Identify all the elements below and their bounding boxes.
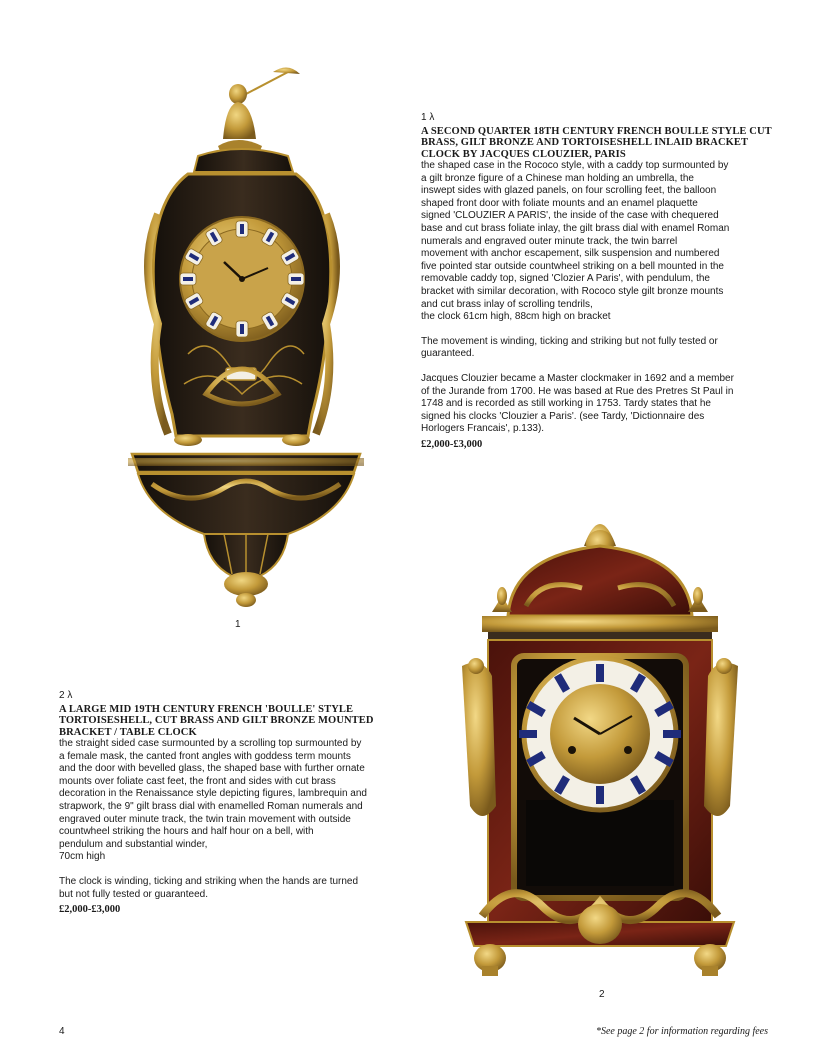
lot-1-number: 1 λ <box>421 112 435 123</box>
lot-2-image <box>452 506 748 982</box>
lot-2-description: the straight sided case surmounted by a scrolling top surmounted by a female mask, the canted front angles with goddess term mounts and the door with bevelled glass, the shaped base with further ornate mounts over foliate cast feet, the front and sides with cut brass decoration in the Renaissance style depicting figures, lambrequin and strapwork, the 9" gilt brass dial with enamelled Roman numerals and engraved outer minute track, the twin train movement with outside countwheel striking the hours and half hour on a bell, with pendulum and substantial winder, 70cm high <box>59 738 367 863</box>
lot-1-caption: 1 <box>235 619 241 630</box>
lot-2-estimate: £2,000-£3,000 <box>59 904 121 916</box>
lot-2-title: A LARGE MID 19TH CENTURY FRENCH 'BOULLE' STYLE TORTOISESHELL, CUT BRASS AND GILT BRONZE MOUNTED BRACKET / TABLE CLOCK <box>59 703 374 738</box>
lot-1-title: A SECOND QUARTER 18TH CENTURY FRENCH BOULLE STYLE CUT BRASS, GILT BRONZE AND TORTOISESHELL INLAID BRACKET CLOCK BY JACQUES CLOUZIER, PARIS <box>421 125 772 160</box>
bracket-clock-illustration <box>128 64 364 609</box>
lot-1-image <box>128 64 364 609</box>
lot-1-condition: The movement is winding, ticking and striking but not fully tested or guaranteed. <box>421 335 718 360</box>
lot-2-caption: 2 <box>599 989 605 1000</box>
lot-2-condition: The clock is winding, ticking and striking when the hands are turned but not fully tested or guaranteed. <box>59 876 359 900</box>
fees-note: *See page 2 for information regarding fees <box>595 1026 768 1037</box>
table-clock-illustration <box>452 506 748 982</box>
page-number: 4 <box>59 1026 65 1037</box>
lot-2-number: 2 λ <box>59 690 73 701</box>
lot-1-notes: Jacques Clouzier became a Master clockmaker in 1692 and a member of the Jurande from 1700. He was based at Rue des Pretres St Paul in 1748 and is recorded as still working in 1753. Tardy states that he signed his clocks 'Clouzier a Paris'. (see Tardy, 'Dictionnaire des Horlogers Francais', p.133). <box>421 373 734 435</box>
lot-1-text <box>421 112 773 452</box>
lot-1-description: the shaped case in the Rococo style, with a caddy top surmounted by a gilt bronze figure of a Chinese man holding an umbrella, the inswept sides with glazed panels, on four scrolling feet, the balloon shaped front door with foliate mounts and an enamel plaquette signed 'CLOUZIER A PARIS', the inside of the case with chequered base and cut brass foliate inlay, the gilt brass dial with enamel Roman numerals and engraved outer minute track, the twin barrel movement with anchor escapement, silk suspension and numbered five pointed star outside countwheel striking on a bell mounted in the removable caddy top, signed 'Clozier A Paris', with pendulum, the bracket with similar decoration, with Rococo style gilt bronze mounts and cut brass inlay of scrolling tendrils, the clock 61cm high, 88cm high on bracket <box>421 160 730 323</box>
lot-1-estimate: £2,000-£3,000 <box>421 438 483 450</box>
lot-2-text <box>59 690 411 917</box>
